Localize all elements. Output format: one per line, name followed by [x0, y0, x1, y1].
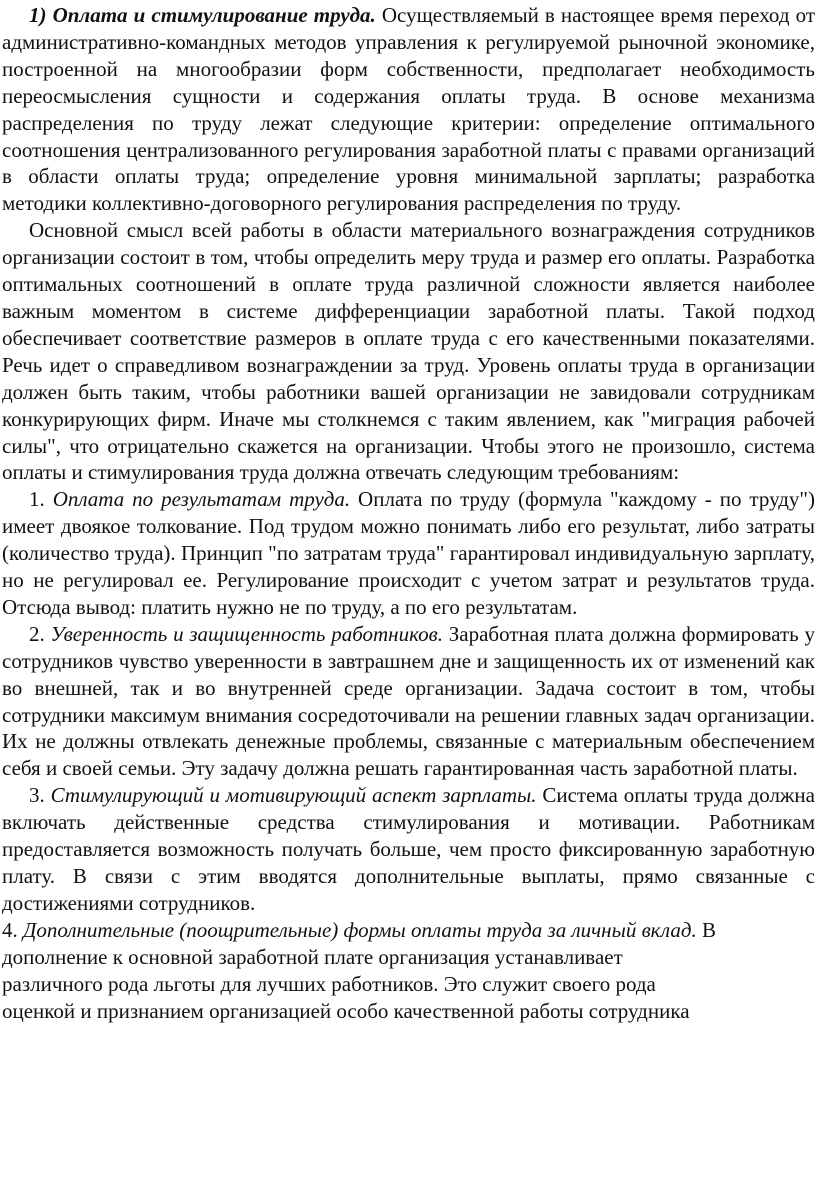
list-item-1: [2, 486, 815, 621]
list-item-3-number: 3.: [29, 783, 51, 808]
section-1-text: Осуществляемый в настоящее время переход от административно-командных методов управления к регулируемой рыночной экономике, построенной на многообразии форм собственности, предполагает необходимость переосмысления сущности и содержания оплаты труда. В основе механизма распределения по труду лежат следующие критерии: определение оптимального соотношения централизованного регулирования заработной платы с правами организаций в области оплаты труда; определение уровня минимальной зарплаты; разработка методики коллективно-договорного регулирования распределения по труду.: [2, 3, 815, 216]
list-item-1-title: Оплата по результатам труда.: [52, 487, 351, 512]
list-item-2: [2, 621, 815, 782]
list-item-4: [2, 917, 815, 1025]
list-item-2-number: 2.: [29, 621, 51, 646]
list-item-4-text-2: дополнение к основной заработной плате организация устанавливает: [2, 944, 623, 969]
list-item-4-text-4: оценкой и признанием организацией особо качественной работы сотрудника: [2, 998, 690, 1023]
list-item-1-number: 1.: [29, 487, 53, 512]
list-item-4-text-3: различного рода льготы для лучших работников. Это служит своего рода: [2, 971, 656, 996]
list-item-3-text: Система оплаты труда должна включать действенные средства стимулирования и мотивации. Работникам предоставляется возможность получать больше, чем просто фиксированную заработную плату. В связи с этим вводятся дополнительные выплаты, прямо связанные с достижениями сотрудников.: [2, 783, 815, 915]
list-item-3-title: Стимулирующий и мотивирующий аспект зарплаты.: [50, 783, 537, 808]
list-item-3: [2, 782, 815, 917]
section-1-paragraph: [2, 2, 815, 217]
list-item-4-number: 4.: [2, 917, 23, 942]
list-item-1-text: Оплата по труду (формула "каждому - по труду") имеет двоякое толкование. Под трудом можно понимать либо его результат, либо затраты (количество труда). Принцип "по затратам труда" гарантировал индивидуальную зарплату, но не регулировал ее. Регулирование происходит с учетом затрат и результатов труда. Отсюда вывод: платить нужно не по труду, а по его результатам.: [2, 487, 815, 619]
paragraph-2: Основной смысл всей работы в области материального вознаграждения сотрудников организации состоит в том, чтобы определить меру труда и размер его оплаты. Разработка оптимальных соотношений в оплате труда различной сложности является наиболее важным моментом в системе дифференциации заработной платы. Такой подход обеспечивает соответствие размеров в оплате труда с его качественными показателями. Речь идет о справедливом вознаграждении за труд. Уровень оплаты труда в организации должен быть таким, чтобы работники вашей организации не завидовали сотрудникам конкурирующих фирм. Иначе мы столкнемся с таким явлением, как "миграция рабочей силы", что отрицательно скажется на организации. Чтобы этого не произошло, система оплаты и стимулирования труда должна отвечать следующим требованиям:: [2, 218, 815, 485]
list-item-4-text-1: В: [696, 917, 716, 942]
list-item-2-title: Уверенность и защищенность работников.: [50, 621, 443, 646]
list-item-2-text: Заработная плата должна формировать у сотрудников чувство уверенности в завтрашнем дне и защищенность их от изменений как во внешней, так и во внутренней среде организации. Задача состоит в том, чтобы сотрудники максимум внимания сосредоточивали на решении главных задач организации. Их не должны отвлекать денежные проблемы, связанные с материальным обеспечением себя и своей семьи. Эту задачу должна решать гарантированная часть заработной платы.: [2, 621, 815, 781]
section-1-heading: 1) Оплата и стимулирование труда.: [29, 3, 376, 27]
list-item-4-title: Дополнительные (поощрительные) формы оплаты труда за личный вклад.: [23, 917, 697, 942]
